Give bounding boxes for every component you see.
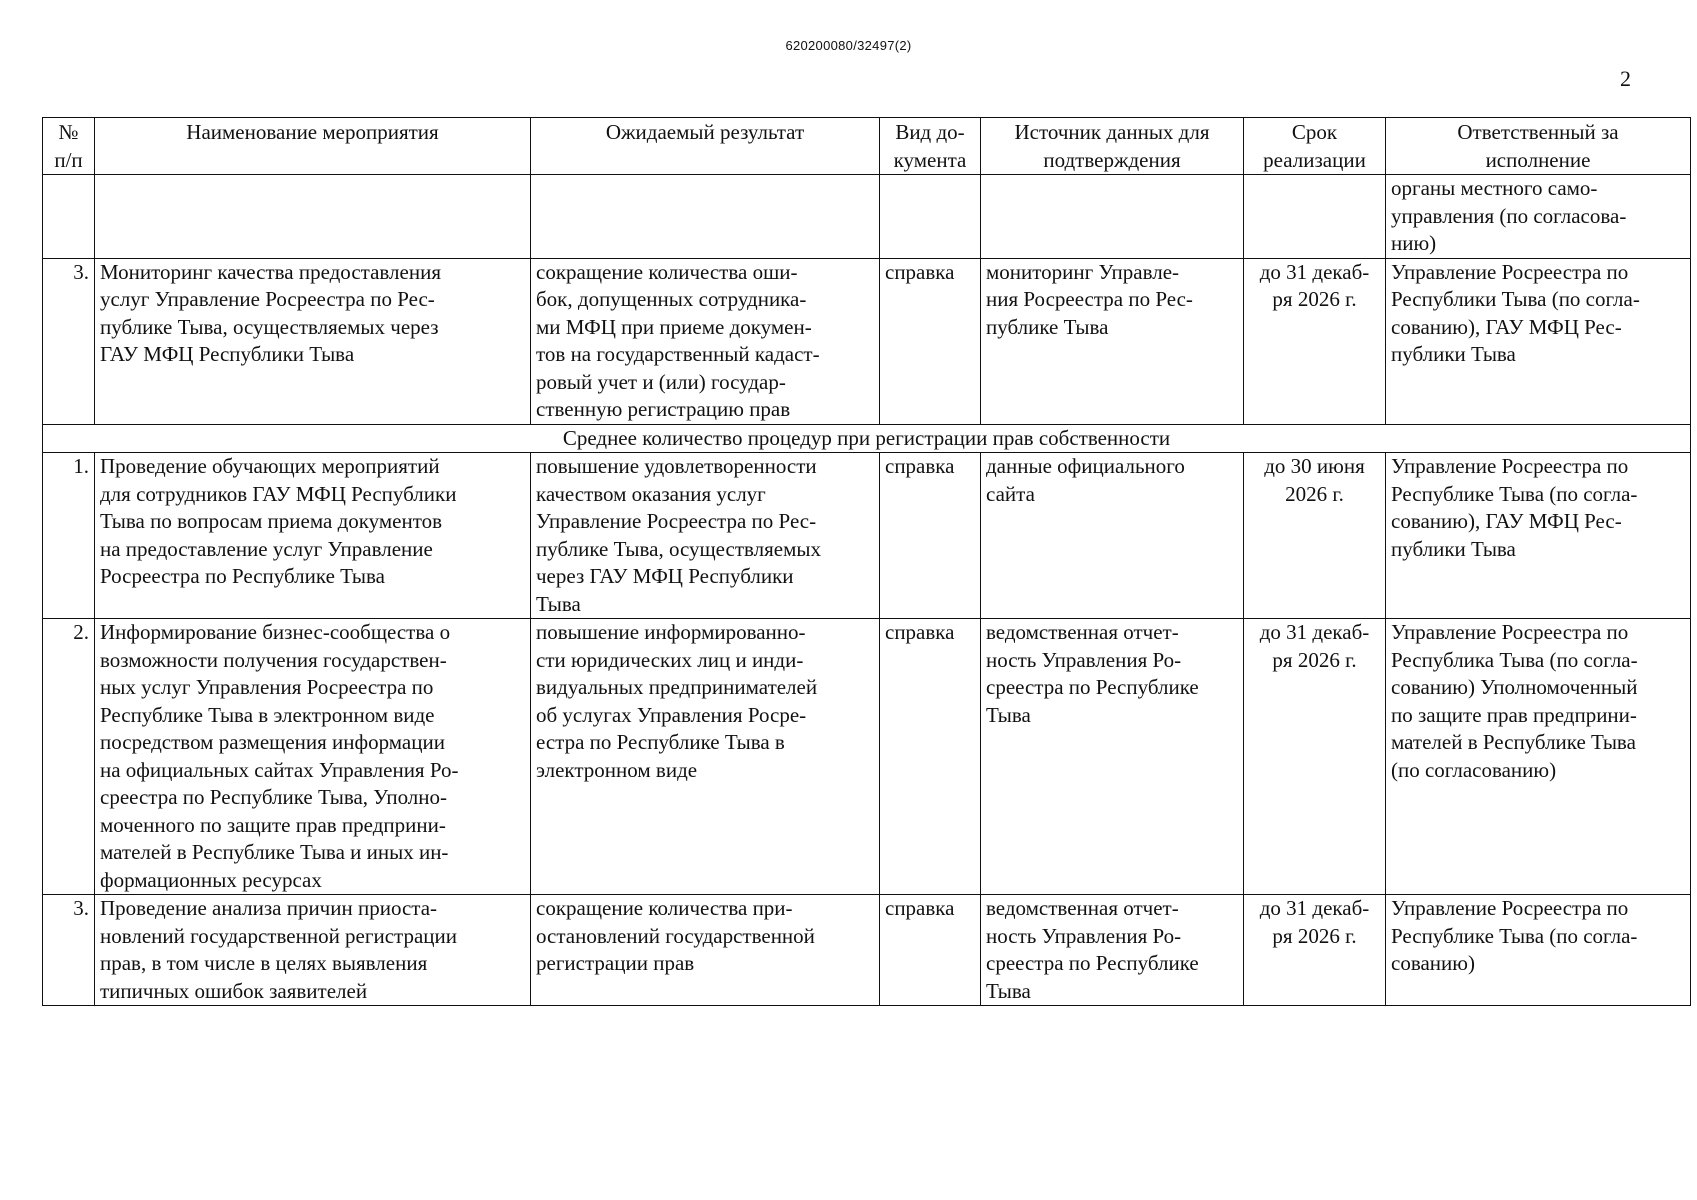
cell-deadline: до 31 декаб- ря 2026 г. (1244, 895, 1386, 1006)
header-source: Источник данных для подтверждения (981, 118, 1244, 175)
table-row (43, 258, 1691, 424)
cell-name: Информирование бизнес-сообщества о возможности получения государствен- ных услуг Управления Росреестра по Республике Тыва в электронном виде посредством размещения информации на официальных сайтах Управления Ро- среестра по Республике Тыва, Уполно- моченного по защите прав предприни- мателей в Республике Тыва и иных ин- формационных ресурсах (95, 619, 531, 895)
cell-name (95, 175, 531, 259)
cell-num: 3. (43, 895, 95, 1006)
cell-name: Мониторинг качества предоставления услуг Управление Росреестра по Рес- публике Тыва, осуществляемых через ГАУ МФЦ Республики Тыва (95, 258, 531, 424)
header-responsible: Ответственный за исполнение (1386, 118, 1691, 175)
cell-num: 2. (43, 619, 95, 895)
cell-source: ведомственная отчет- ность Управления Ро- среестра по Республике Тыва (981, 895, 1244, 1006)
header-doc-type: Вид до- кумента (880, 118, 981, 175)
header-deadline: Срок реализации (1244, 118, 1386, 175)
cell-source: ведомственная отчет- ность Управления Ро- среестра по Республике Тыва (981, 619, 1244, 895)
cell-responsible: Управление Росреестра по Республики Тыва (по согла- сованию), ГАУ МФЦ Рес- публики Тыва (1386, 258, 1691, 424)
table-row (43, 175, 1691, 259)
cell-deadline (1244, 175, 1386, 259)
cell-responsible: Управление Росреестра по Республике Тыва (по согла- сованию) (1386, 895, 1691, 1006)
table-row (43, 453, 1691, 619)
cell-doc-type: справка (880, 619, 981, 895)
header-result: Ожидаемый результат (531, 118, 880, 175)
cell-result: повышение информированно- сти юридических лиц и инди- видуальных предпринимателей об услугах Управления Росре- естра по Республике Тыва в электронном виде (531, 619, 880, 895)
cell-num: 3. (43, 258, 95, 424)
cell-responsible: органы местного само- управления (по согласова- нию) (1386, 175, 1691, 259)
cell-result: повышение удовлетворенности качеством оказания услуг Управление Росреестра по Рес- публике Тыва, осуществляемых через ГАУ МФЦ Республики Тыва (531, 453, 880, 619)
cell-source: мониторинг Управле- ния Росреестра по Рес- публике Тыва (981, 258, 1244, 424)
header-name: Наименование мероприятия (95, 118, 531, 175)
cell-name: Проведение анализа причин приоста- новлений государственной регистрации прав, в том числе в целях выявления типичных ошибок заявителей (95, 895, 531, 1006)
cell-result: сокращение количества оши- бок, допущенных сотрудника- ми МФЦ при приеме докумен- тов на государственный кадаст- ровый учет и (или) государ- ственную регистрацию прав (531, 258, 880, 424)
cell-num (43, 175, 95, 259)
section-row (43, 424, 1691, 453)
cell-source: данные официального сайта (981, 453, 1244, 619)
table-row (43, 895, 1691, 1006)
cell-result (531, 175, 880, 259)
table-row (43, 619, 1691, 895)
cell-result: сокращение количества при- остановлений государственной регистрации прав (531, 895, 880, 1006)
cell-deadline: до 31 декаб- ря 2026 г. (1244, 619, 1386, 895)
cell-doc-type: справка (880, 258, 981, 424)
cell-deadline: до 30 июня 2026 г. (1244, 453, 1386, 619)
header-num: № п/п (43, 118, 95, 175)
cell-deadline: до 31 декаб- ря 2026 г. (1244, 258, 1386, 424)
page-number: 2 (1620, 66, 1631, 91)
cell-source (981, 175, 1244, 259)
cell-num: 1. (43, 453, 95, 619)
cell-name: Проведение обучающих мероприятий для сотрудников ГАУ МФЦ Республики Тыва по вопросам приема документов на предоставление услуг Управление Росреестра по Республике Тыва (95, 453, 531, 619)
cell-responsible: Управление Росреестра по Республике Тыва (по согла- сованию), ГАУ МФЦ Рес- публики Тыва (1386, 453, 1691, 619)
measures-table (42, 117, 1691, 1006)
cell-doc-type (880, 175, 981, 259)
cell-responsible: Управление Росреестра по Республика Тыва (по согла- сованию) Уполномоченный по защите прав предприни- мателей в Республике Тыва (по согласованию) (1386, 619, 1691, 895)
section-title: Среднее количество процедур при регистрации прав собственности (43, 424, 1691, 453)
document-id: 620200080/32497(2) (785, 38, 912, 53)
cell-doc-type: справка (880, 453, 981, 619)
table-header-row (43, 118, 1691, 175)
cell-doc-type: справка (880, 895, 981, 1006)
